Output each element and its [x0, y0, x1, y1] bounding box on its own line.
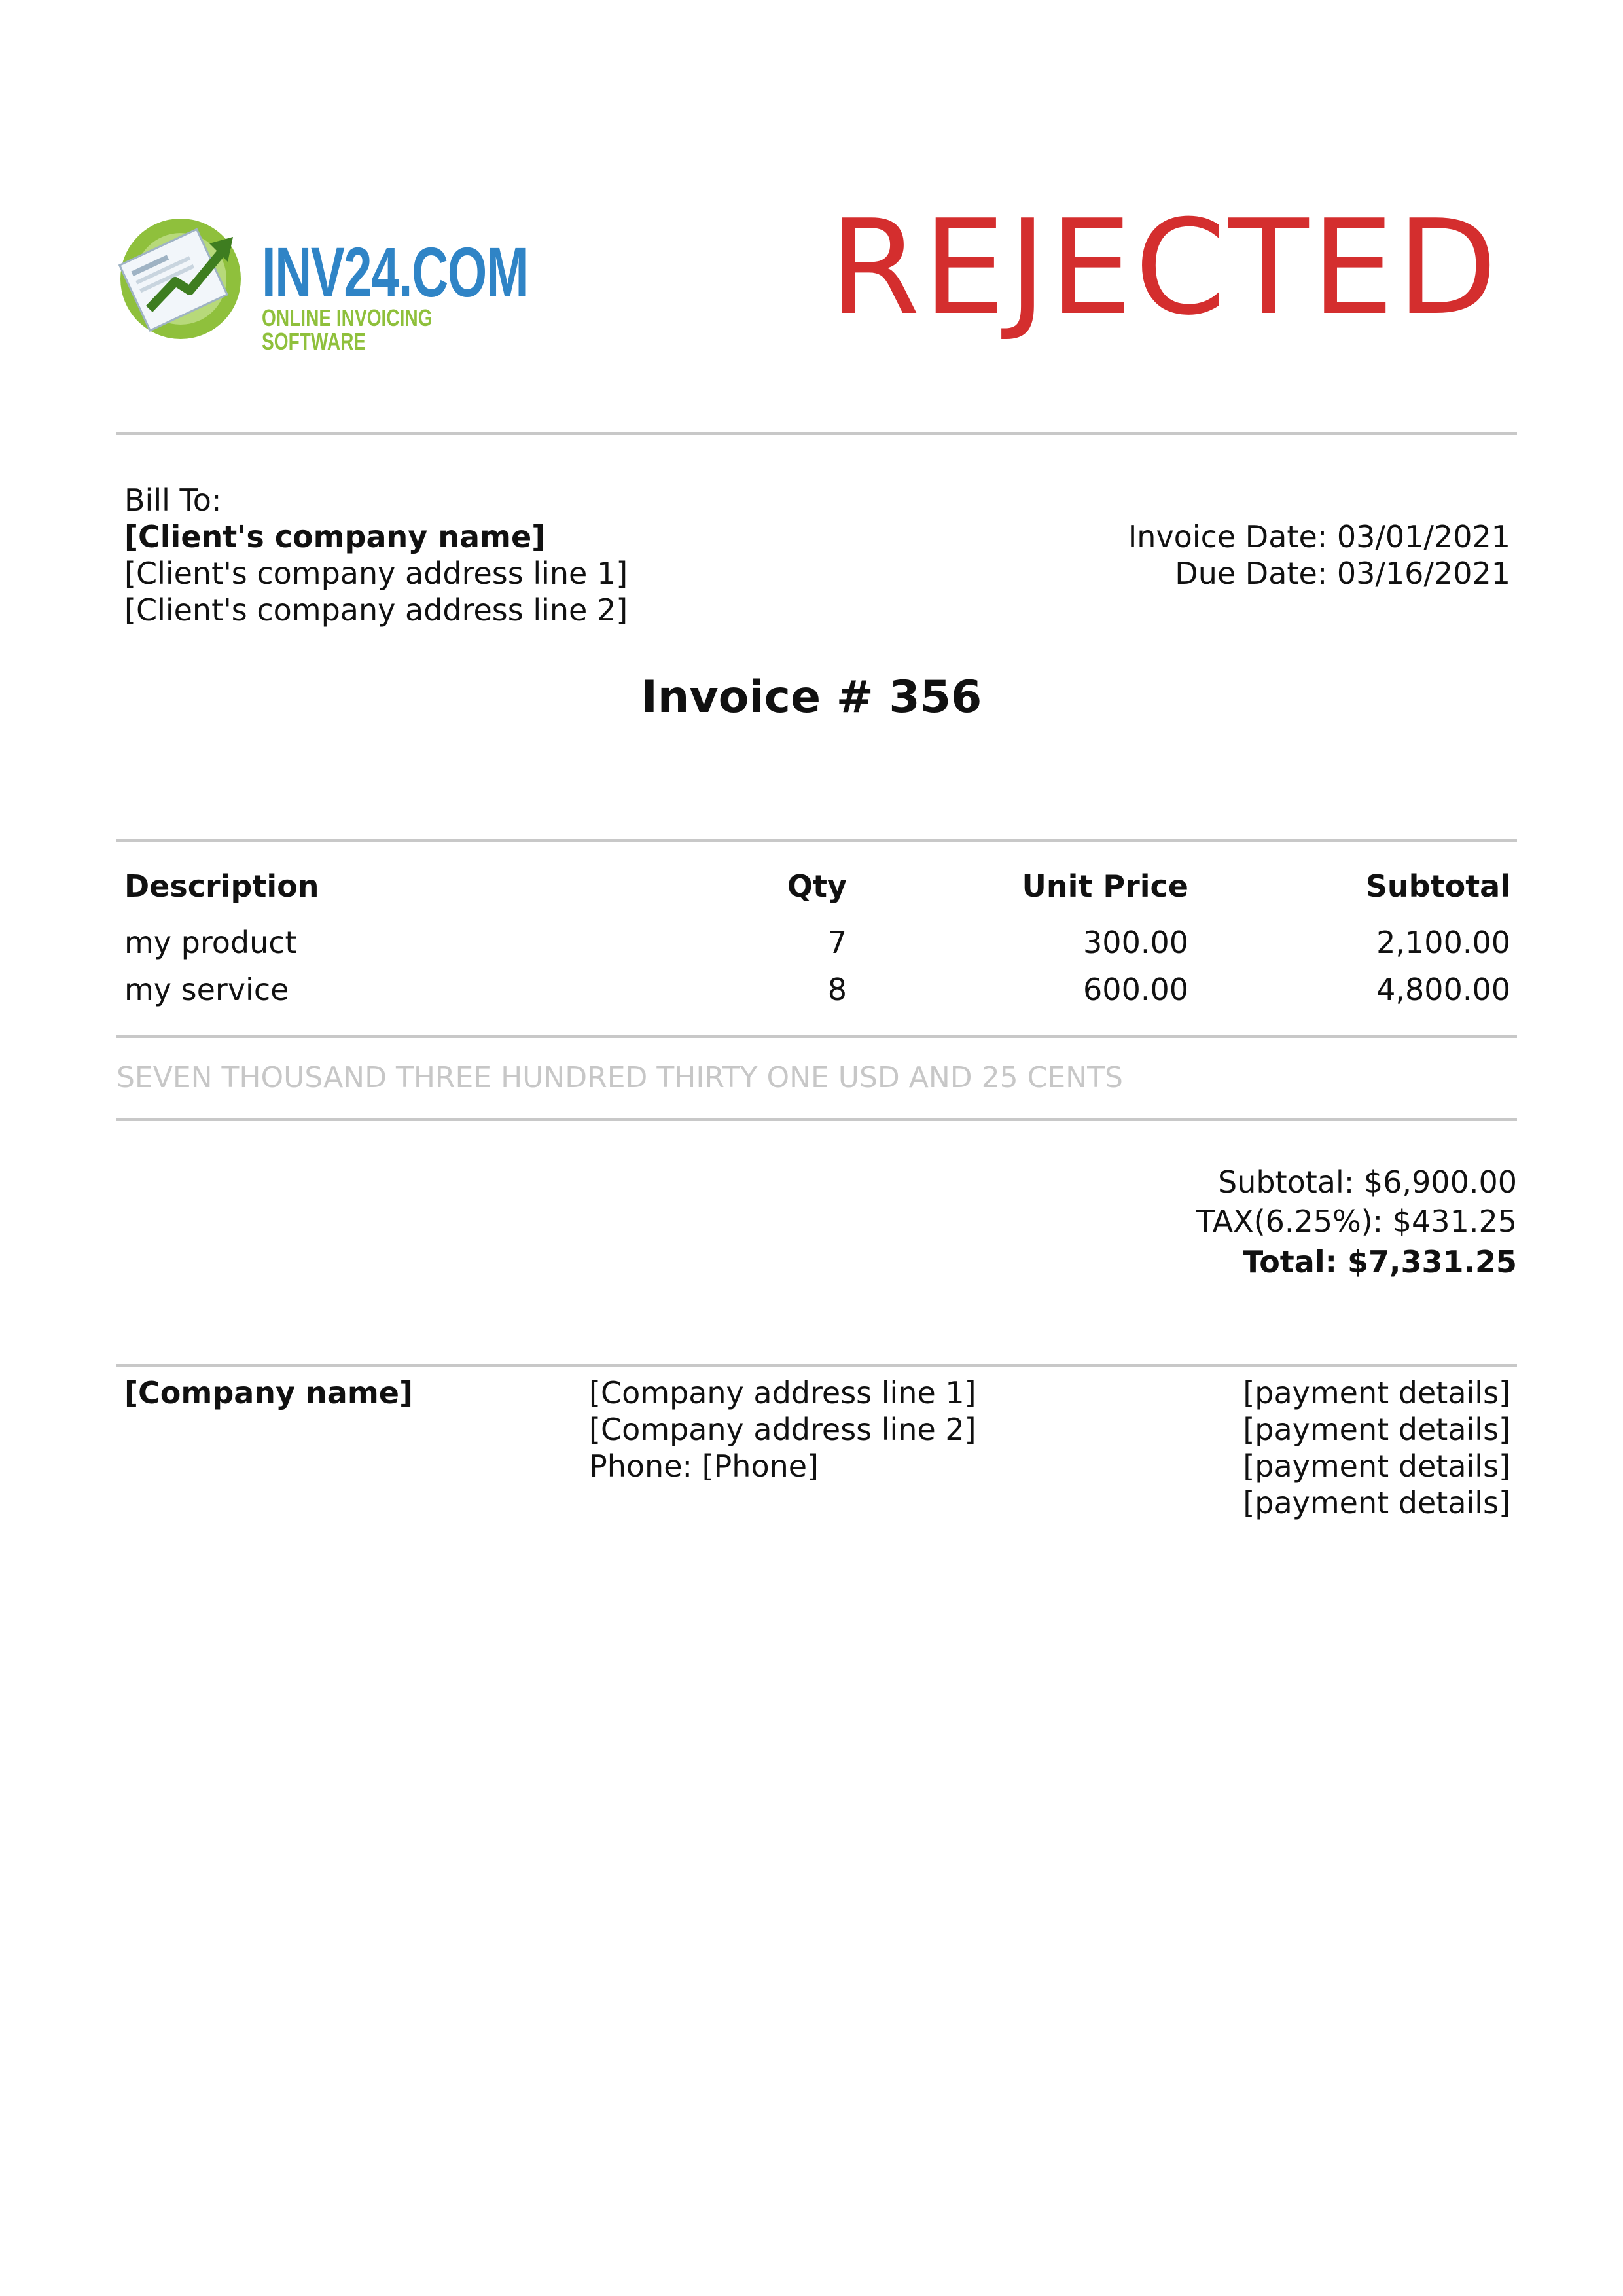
row-subtotal: 4,800.00	[1376, 972, 1510, 1007]
footer-address-line1: [Company address line 1]	[589, 1375, 976, 1410]
footer-phone: Phone: [Phone]	[589, 1448, 819, 1484]
totals-tax: TAX(6.25%): $431.25	[1196, 1204, 1517, 1239]
footer-payment-details: [payment details]	[1243, 1412, 1510, 1447]
header-description: Description	[124, 869, 319, 904]
row-unit-price: 300.00	[1083, 925, 1188, 960]
table-bottom-divider	[116, 1035, 1517, 1038]
invoice-date: Invoice Date: 03/01/2021	[1128, 519, 1510, 554]
status-stamp: REJECTED	[829, 192, 1500, 344]
words-divider	[116, 1118, 1517, 1121]
totals-subtotal: Subtotal: $6,900.00	[1218, 1164, 1517, 1200]
row-description: my service	[124, 972, 289, 1007]
client-company-name: [Client's company name]	[124, 519, 546, 554]
header-qty: Qty	[787, 869, 847, 904]
row-qty: 8	[827, 972, 847, 1007]
due-date: Due Date: 03/16/2021	[1175, 556, 1510, 591]
bill-to-label: Bill To:	[124, 482, 222, 518]
amount-in-words: SEVEN THOUSAND THREE HUNDRED THIRTY ONE USD AND 25 CENTS	[116, 1061, 1123, 1094]
totals-total: Total: $7,331.25	[1242, 1244, 1517, 1280]
logo-tagline: ONLINE INVOICING SOFTWARE	[262, 304, 433, 355]
footer-payment-details: [payment details]	[1243, 1448, 1510, 1484]
invoice-title: Invoice # 356	[641, 672, 982, 723]
footer-payment-details: [payment details]	[1243, 1485, 1510, 1520]
client-address-line1: [Client's company address line 1]	[124, 556, 628, 591]
row-description: my product	[124, 925, 297, 960]
row-qty: 7	[827, 925, 847, 960]
logo-name: INV24.COM	[262, 232, 528, 312]
company-logo	[118, 211, 528, 355]
row-subtotal: 2,100.00	[1376, 925, 1510, 960]
footer-company-name: [Company name]	[124, 1375, 413, 1410]
table-top-divider	[116, 839, 1517, 842]
header-subtotal: Subtotal	[1365, 869, 1510, 904]
logo-chart-icon	[118, 211, 249, 342]
footer-address-line2: [Company address line 2]	[589, 1412, 976, 1447]
header-unit-price: Unit Price	[1022, 869, 1188, 904]
client-address-line2: [Client's company address line 2]	[124, 592, 628, 628]
header-divider	[116, 432, 1517, 435]
footer-divider	[116, 1364, 1517, 1367]
footer-payment-details: [payment details]	[1243, 1375, 1510, 1410]
row-unit-price: 600.00	[1083, 972, 1188, 1007]
